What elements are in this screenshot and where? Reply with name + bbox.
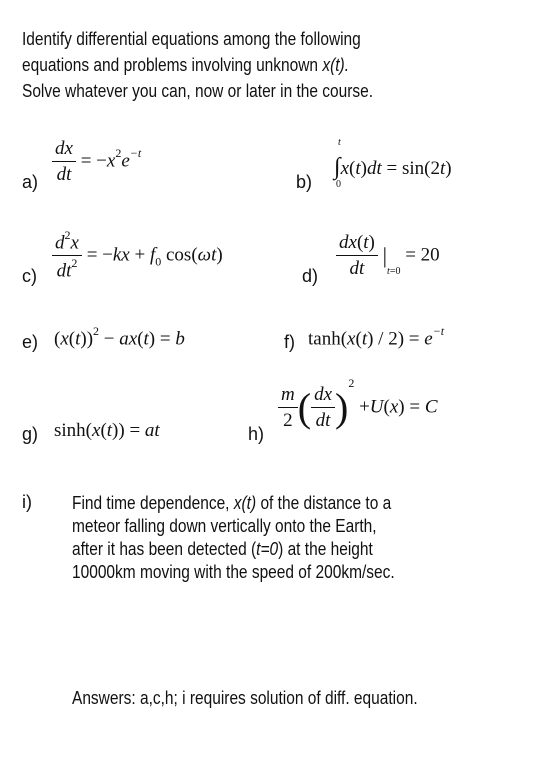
problem-i-line-1	[72, 492, 395, 515]
problem-i-line-4: 10000km moving with the speed of 200km/sec.	[72, 562, 395, 582]
equation-h: $\frac{m}{2}$ ( $\frac{dx}{dt}$ )$^2$ +U(x) = C	[278, 384, 438, 432]
equation-e: $(x(t))^2 - ax(t) = b$	[54, 324, 185, 350]
equation-f: $\tanh(x(t) / 2) = e^{-t}$	[308, 324, 445, 350]
problem-i-t0: t=0	[256, 539, 279, 559]
intro-paragraph	[22, 26, 373, 104]
label-e: e)	[22, 332, 39, 352]
intro-unknown: x(t).	[322, 55, 350, 75]
equation-a: $\frac{dx}{dt}$ = $-x^2e^{-t}$	[52, 138, 141, 186]
problem-i-text-1c: of the distance to a	[256, 493, 392, 513]
equation-g: sinh(x(t)) = at	[54, 420, 160, 441]
problem-i-text-3c: ) at the height	[278, 539, 373, 559]
problem-i-line-2: meteor falling down vertically onto the Earth,	[72, 516, 377, 536]
problem-i-text-3a: after it has been detected (	[72, 539, 257, 559]
problem-i	[72, 492, 395, 584]
label-f: f)	[284, 332, 295, 352]
equation-d: $\frac{dx(t)}{dt}$ $|_{t=0} = 20$	[336, 232, 440, 280]
intro-line-3: Solve whatever you can, now or later in the course.	[22, 81, 374, 101]
label-a: a)	[22, 172, 39, 192]
problem-i-unknown: x(t)	[233, 493, 257, 513]
intro-line-1: Identify differential equations among the following	[22, 29, 361, 49]
label-h: h)	[248, 424, 265, 444]
problem-i-line-3	[72, 538, 395, 561]
label-c: c)	[22, 266, 37, 286]
label-b: b)	[296, 172, 313, 192]
label-d: d)	[302, 266, 319, 286]
answers-line: Answers: a,c,h; i requires solution of diff. equation.	[72, 688, 418, 708]
label-g: g)	[22, 424, 39, 444]
label-i: i)	[22, 492, 32, 512]
intro-line-2-text: equations and problems involving unknown	[22, 55, 323, 75]
equation-b: t 0 ∫x(t)dt = sin(2t)	[334, 137, 452, 190]
equation-c: $\frac{d^2x}{dt^2}$ = $-kx + f_0$ cos(ωt)	[52, 230, 223, 283]
problem-i-text-1a: Find time dependence,	[72, 493, 234, 513]
intro-line-2	[22, 52, 373, 78]
